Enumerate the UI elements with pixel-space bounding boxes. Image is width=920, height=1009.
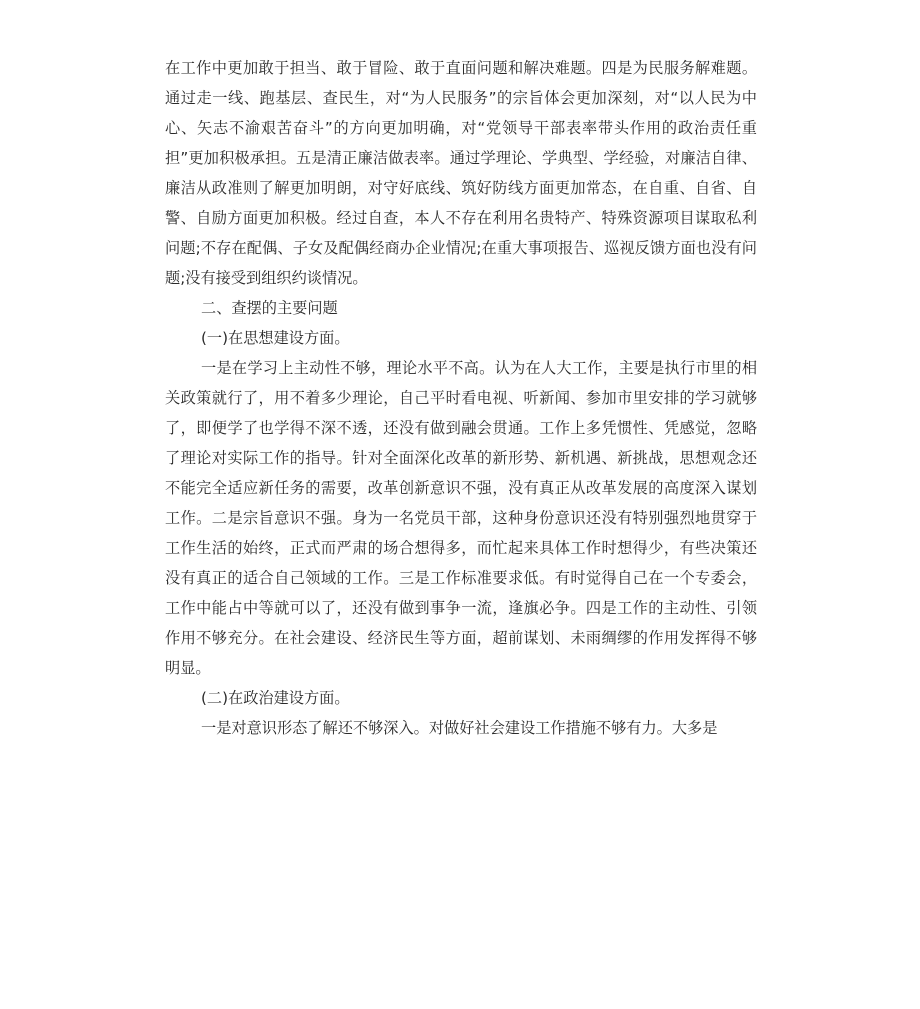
- paragraph-continuation: 在工作中更加敢于担当、敢于冒险、敢于直面问题和解决难题。四是为民服务解难题。通过走一线、跑基层、查民生，对“为人民服务”的宗旨体会更加深刻，对“以人民为中心、矢志不渝艰苦奋斗”的方向更加明确，对“党领导干部表率带头作用的政治责任重担”更加积极承担。五是清正廉洁做表率。通过学理论、学典型、学经验，对廉洁自律、廉洁从政准则了解更加明朗，对守好底线、筑好防线方面更加常态，在自重、自省、自警、自励方面更加积极。经过自查，本人不存在利用名贵特产、特殊资源项目谋取私利问题;不存在配偶、子女及配偶经商办企业情况;在重大事项报告、巡视反馈方面也没有问题;没有接受到组织约谈情况。: [165, 59, 757, 287]
- paragraph-politics-problems: 一是对意识形态了解还不够深入。对做好社会建设工作措施不够有力。大多是: [201, 719, 718, 737]
- subsection-heading-ideology: (一)在思想建设方面。: [201, 329, 350, 347]
- document-body: [165, 53, 757, 743]
- subsection-heading-politics: (二)在政治建设方面。: [201, 689, 350, 707]
- paragraph-ideology-problems: 一是在学习上主动性不够，理论水平不高。认为在人大工作，主要是执行市里的相关政策就行了，用不着多少理论，自己平时看电视、听新闻、参加市里安排的学习就够了，即便学了也学得不深不透，还没有做到融会贯通。工作上多凭惯性、凭感觉，忽略了理论对实际工作的指导。针对全面深化改革的新形势、新机遇、新挑战，思想观念还不能完全适应新任务的需要，改革创新意识不强，没有真正从改革发展的高度深入谋划工作。二是宗旨意识不强。身为一名党员干部，这种身份意识还没有特别强烈地贯穿于工作生活的始终，正式而严肃的场合想得多，而忙起来具体工作时想得少，有些决策还没有真正的适合自己领域的工作。三是工作标准要求低。有时觉得自己在一个专委会，工作中能占中等就可以了，还没有做到事争一流，逢旗必争。四是工作的主动性、引领作用不够充分。在社会建设、经济民生等方面，超前谋划、未雨绸缪的作用发挥得不够明显。: [165, 359, 757, 677]
- section-heading: 二、查摆的主要问题: [201, 299, 338, 317]
